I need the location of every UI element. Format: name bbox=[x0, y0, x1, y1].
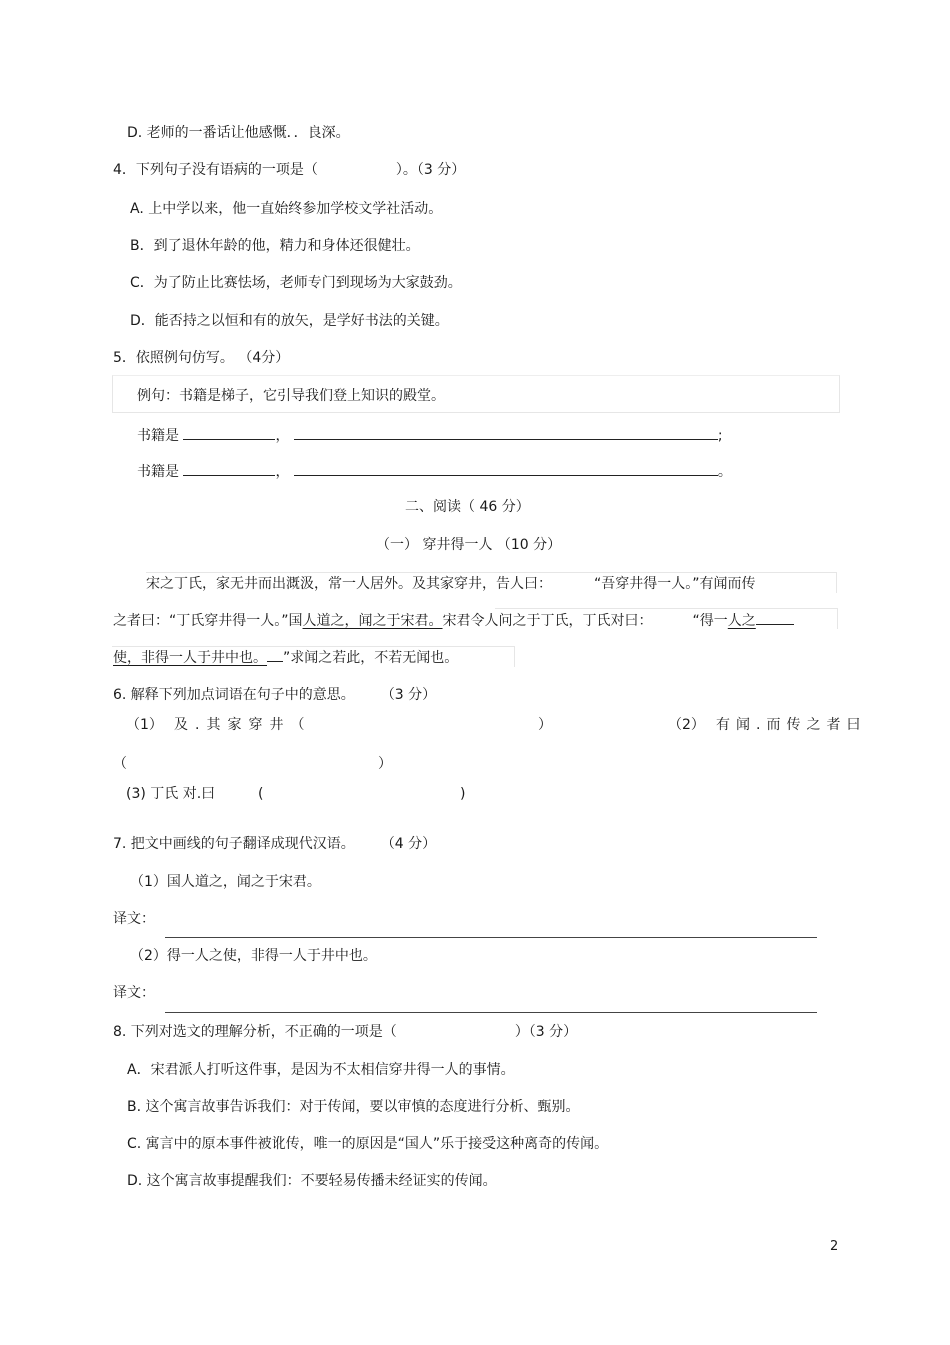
q5-example: 例句：书籍是梯子，它引导我们登上知识的殿堂。 bbox=[137, 388, 445, 404]
q4-stem bbox=[113, 161, 465, 179]
q6-item-2-num: （2） bbox=[668, 717, 705, 733]
q8-stem-close: ）（3 分） bbox=[514, 1024, 578, 1040]
q8-option-c: C. 寓言中的原本事件被讹传，唯一的原因是“国人”乐于接受这种离奇的传闻。 bbox=[127, 1136, 609, 1152]
passage-underlined: 人之 bbox=[727, 613, 756, 629]
passage-text: ”求闻之若此，不若无闻也。 bbox=[283, 650, 459, 666]
q5-blank-short[interactable] bbox=[183, 425, 275, 440]
q7-sentence-1: （1）国人道之，闻之于宋君。 bbox=[130, 874, 321, 890]
q6-stem bbox=[113, 686, 436, 704]
q4-option-a: A. 上中学以来，他一直始终参加学校文学社活动。 bbox=[130, 201, 443, 217]
q5-end: ; bbox=[717, 428, 723, 444]
q5-blank-long[interactable] bbox=[294, 425, 718, 440]
q6-item-2-close: ） bbox=[378, 756, 392, 772]
q8-stem bbox=[113, 1023, 577, 1041]
q7-sentence-2: （2）得一人之使，非得一人于井中也。 bbox=[130, 948, 377, 964]
passage-underlined: 使，非得一人于井中也。 bbox=[113, 650, 267, 666]
q6-item-3-open: ( bbox=[258, 786, 264, 802]
q6-item-1: 及.其家穿井（ bbox=[174, 717, 312, 733]
q6-score: （3 分） bbox=[380, 687, 437, 703]
q6-item-1-num: （1） bbox=[126, 717, 163, 733]
q7-answer-line-1[interactable] bbox=[165, 937, 817, 938]
q8-stem-text: 8. 下列对选文的理解分析，不正确的一项是（ bbox=[113, 1024, 397, 1040]
q6-item-3-close: ) bbox=[460, 786, 466, 802]
q6-stem-text: 6. 解释下列加点词语在句子中的意思。 bbox=[113, 687, 355, 703]
q4-stem-close: ）。（3 分） bbox=[395, 162, 466, 178]
q5-line-2 bbox=[137, 461, 732, 481]
q5-prefix: 书籍是 bbox=[137, 428, 179, 444]
q8-option-a: A．宋君派人打听这件事，是因为不太相信穿井得一人的事情。 bbox=[127, 1062, 515, 1078]
passage-text: 宋之丁氏，家无井而出溉汲，常一人居外。及其家穿井，告人曰： bbox=[146, 576, 552, 592]
passage-text: “吾穿井得一人。”有闻而传 bbox=[594, 576, 756, 592]
q5-blank-long[interactable] bbox=[294, 461, 718, 476]
q7-stem-text: 7. 把文中画线的句子翻译成现代汉语。 bbox=[113, 836, 355, 852]
q5-prefix: 书籍是 bbox=[137, 464, 179, 480]
q8-option-b: B. 这个寓言故事告诉我们：对于传闻，要以审慎的态度进行分析、甄别。 bbox=[127, 1099, 580, 1115]
q7-answer-label-2: 译文： bbox=[113, 985, 155, 1001]
passage-text: “得一 bbox=[692, 613, 728, 629]
passage-text: 宋君令人问之于丁氏，丁氏对曰： bbox=[442, 613, 653, 629]
q4-option-b: B．到了退休年龄的他，精力和身体还很健壮。 bbox=[130, 238, 420, 254]
q5-blank-short[interactable] bbox=[183, 461, 275, 476]
q5-line-1 bbox=[137, 425, 723, 445]
q6-item-1-close: ） bbox=[538, 717, 552, 733]
q5-stem: 5．依照例句仿写。 （4分） bbox=[113, 350, 290, 366]
q6-item-2: 有闻.而传之者曰 bbox=[716, 717, 867, 733]
section-title: 二、阅读（ 46 分） bbox=[405, 499, 530, 515]
q6-item-3: (3) 丁氏 对.曰 bbox=[126, 786, 216, 802]
q7-answer-line-2[interactable] bbox=[165, 1012, 817, 1013]
q6-item-2-open: （ bbox=[113, 756, 127, 772]
q5-comma: ， bbox=[275, 464, 290, 480]
q4-stem-text: 4．下列句子没有语病的一项是（ bbox=[113, 162, 318, 178]
passage-underlined: 人道之，闻之于宋君。 bbox=[302, 613, 443, 629]
q7-answer-label-1: 译文： bbox=[113, 911, 155, 927]
passage-line-1 bbox=[146, 575, 756, 593]
passage-title: （一） 穿井得一人 （10 分） bbox=[376, 537, 562, 553]
passage-line-3 bbox=[113, 649, 458, 667]
q5-comma: ， bbox=[275, 428, 290, 444]
q8-option-d: D. 这个寓言故事提醒我们：不要轻易传播未经证实的传闻。 bbox=[127, 1173, 497, 1189]
q4-option-c: C．为了防止比赛怯场，老师专门到现场为大家鼓劲。 bbox=[130, 275, 462, 291]
page-number: 2 bbox=[830, 1239, 839, 1254]
passage-text: 之者曰：“丁氏穿井得一人。”国 bbox=[113, 613, 303, 629]
q5-end: 。 bbox=[717, 464, 732, 480]
q4-option-d: D．能否持之以恒和有的放矢，是学好书法的关键。 bbox=[130, 313, 449, 329]
passage-line-2 bbox=[113, 612, 794, 630]
q3-option-d: D. 老师的一番话让他感慨．．良深。 bbox=[127, 125, 350, 141]
q7-stem bbox=[113, 835, 436, 853]
q7-score: （4 分） bbox=[380, 836, 437, 852]
